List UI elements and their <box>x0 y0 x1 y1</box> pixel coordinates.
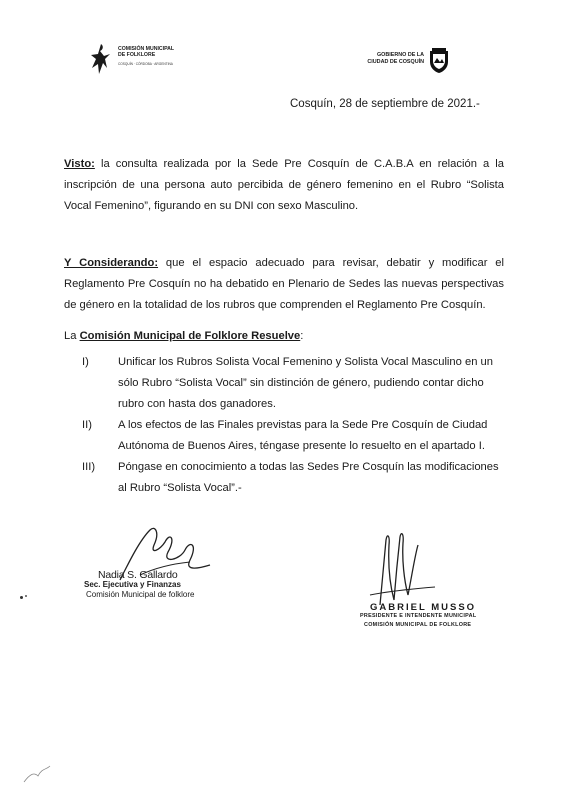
document-date: Cosquín, 28 de septiembre de 2021.- <box>290 98 480 110</box>
resolution-item <box>82 415 504 457</box>
resolution-item <box>82 457 504 499</box>
item-text: A los efectos de las Finales previstas para la Sede Pre Cosquín de Ciudad Autónoma de Buenos Aires, téngase presente lo resuelto en el apartado I. <box>118 419 488 452</box>
item-number: I) <box>82 356 89 368</box>
signer-role: Sec. Ejecutiva y Finanzas <box>84 580 181 589</box>
item-text: Póngase en conocimiento a todas las Sedes Pre Cosquín las modificaciones al Rubro “Solista Vocal”.- <box>118 461 499 494</box>
dancer-logo-icon <box>90 42 114 76</box>
considerando-heading: Y Considerando: <box>64 257 159 269</box>
considerando-text: que el espacio adecuado para revisar, debatir y modificar el Reglamento Pre Cosquín no ha debatido en Plenario de Sedes las nuevas perspectivas de género en la totalidad de los rubros que comprenden el Reglamento Pre Cosquín. <box>64 257 504 311</box>
considerando-paragraph <box>64 253 504 316</box>
item-number: II) <box>82 419 92 431</box>
item-number: III) <box>82 461 96 473</box>
resolve-heading: La Comisión Municipal de Folklore Resuelve: <box>64 330 304 342</box>
president-role: PRESIDENTE E INTENDENTE MUNICIPAL <box>360 613 477 619</box>
president-name: GABRIEL MUSSO <box>370 602 477 613</box>
signer-organization: Comisión Municipal de folklore <box>86 590 195 599</box>
signature-block-left <box>84 570 195 600</box>
visto-paragraph <box>64 154 504 217</box>
president-organization: COMISIÓN MUNICIPAL DE FOLKLORE <box>364 622 472 628</box>
signature-block-right <box>360 603 476 630</box>
visto-text: la consulta realizada por la Sede Pre Cosquín de C.A.B.A en relación a la inscripción de una persona auto percibida de género femenino en el Rubro “Solista Vocal Femenino”, figurando en su DNI con sexo Masculino. <box>64 158 504 212</box>
scan-mark <box>22 762 52 786</box>
scan-dot <box>20 596 23 599</box>
logo-title: COMISIÓN MUNICIPAL DE FOLKLORE <box>118 46 175 58</box>
city-coat-of-arms-icon <box>428 48 450 74</box>
signer-name: Nadia S. Gallardo <box>98 569 178 581</box>
city-government-text: GOBIERNO DE LA CIUDAD DE COSQUÍN <box>367 52 424 65</box>
visto-heading: Visto: <box>64 158 95 170</box>
item-text: Unificar los Rubros Solista Vocal Femenino y Solista Vocal Masculino en un sólo Rubro “Solista Vocal” sin distinción de género, pudiendo contar dicho rubro con hasta dos ganadores. <box>118 356 493 410</box>
logo-subtitle: COSQUÍN · CÓRDOBA · ARGENTINA <box>118 62 173 66</box>
resolution-item <box>82 352 504 415</box>
resolve-bold: Comisión Municipal de Folklore Resuelve <box>79 330 301 342</box>
